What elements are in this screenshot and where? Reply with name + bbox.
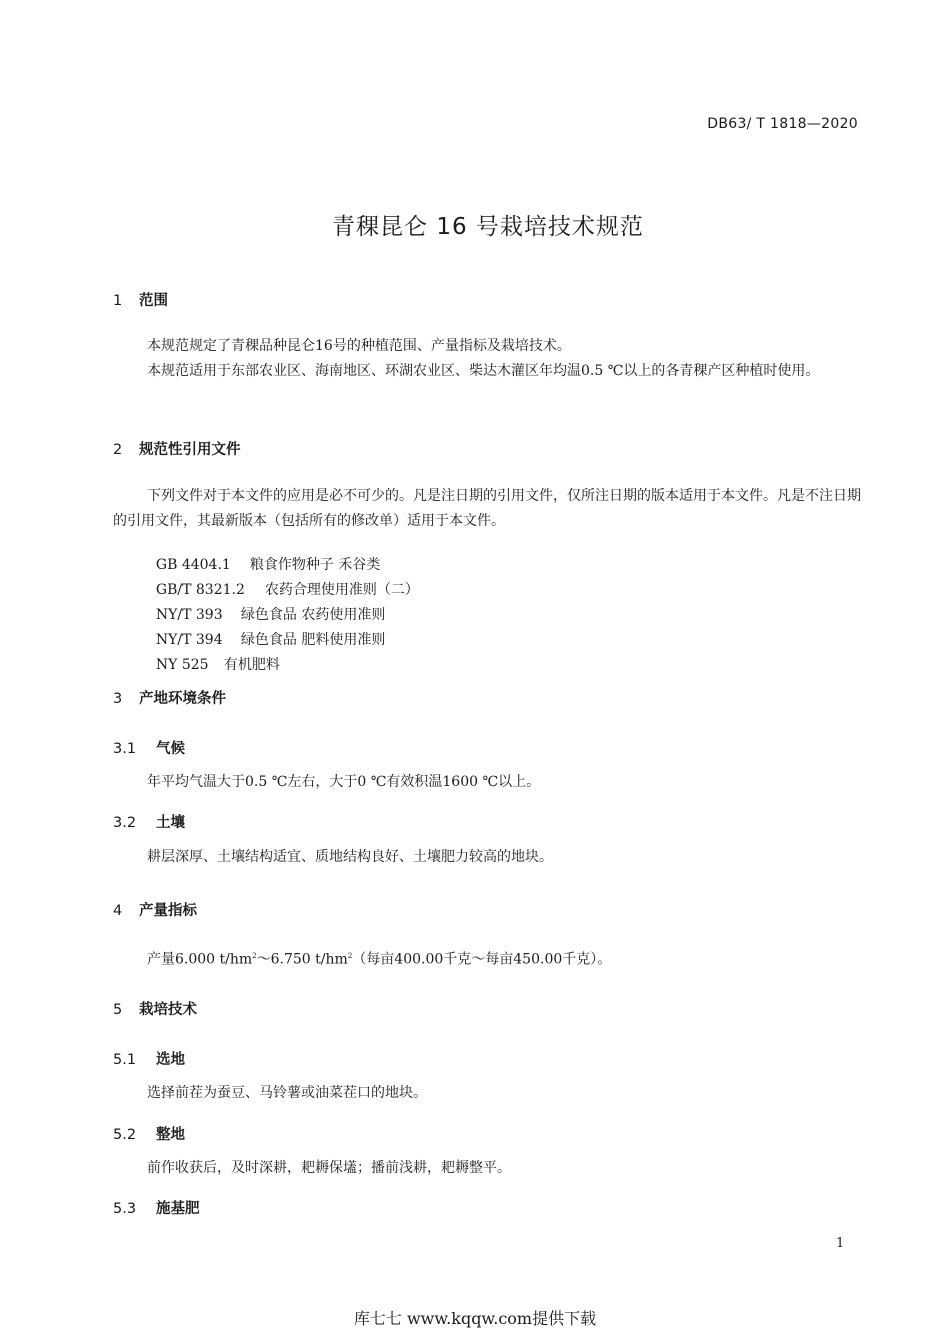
section-5-heading: [113, 998, 197, 1019]
reference-code: GB/T 8321.2: [155, 582, 245, 598]
section-4-paragraph: [113, 944, 861, 973]
section-5-2-heading: [113, 1123, 185, 1144]
reference-code: NY/T 394: [155, 632, 223, 648]
section-title: 栽培技术: [139, 1002, 197, 1018]
section-3-2-heading: [113, 811, 185, 832]
section-3-2-paragraph: 耕层深厚、土壤结构适宜、质地结构良好、土壤肥力较高的地块。: [147, 849, 553, 865]
section-5-2-paragraph: 前作收获后，及时深耕，耙耨保壒；播前浅耕，耙耨整平。: [147, 1160, 511, 1176]
section-title: 施基肥: [156, 1201, 200, 1217]
reference-name: 绿色食品 农药使用准则: [240, 607, 386, 623]
section-3-1-paragraph: 年平均气温大于0.5 ℃左右，大于0 ℃有效积温1600 ℃以上。: [147, 774, 541, 790]
section-title: 规范性引用文件: [139, 442, 241, 458]
reference-code: GB 4404.1: [155, 557, 231, 573]
reference-name: 粮食作物种子 禾谷类: [249, 557, 381, 573]
section-title: 土壤: [156, 815, 185, 831]
section-title: 产地环境条件: [139, 691, 226, 707]
reference-name: 农药合理使用准则（二）: [264, 582, 419, 598]
section-4-heading: [113, 899, 197, 920]
reference-name: 有机肥料: [223, 657, 280, 673]
section-5-1-heading: [113, 1048, 185, 1069]
reference-code: NY 525: [155, 657, 209, 673]
section-1-heading: [113, 289, 168, 310]
footer-watermark: 库七七 www.kqqw.com提供下载: [353, 1309, 597, 1328]
document-code: DB63/ T 1818—2020: [707, 116, 858, 132]
section-number: 5: [113, 1002, 123, 1018]
section-number: 3.2: [113, 815, 137, 831]
section-1-paragraph-1: 本规范规定了青稞品种昆仑16号的种植范围、产量指标及栽培技术。: [147, 338, 571, 354]
section-number: 5.2: [113, 1127, 137, 1143]
yield-text-range: ～6.750 t/hm: [256, 951, 348, 968]
section-2-paragraph-1: 下列文件对于本文件的应用是必不可少的。凡是注日期的引用文件，仅所注日期的版本适用于本文件。凡是不注日期的引用文件，其最新版本（包括所有的修改单）适用于本文件。: [113, 488, 861, 529]
reference-item: [147, 638, 280, 674]
section-title: 气候: [156, 741, 185, 757]
section-title: 范围: [139, 293, 168, 309]
section-number: 3: [113, 691, 123, 707]
yield-text-start: 产量6.000 t/hm: [147, 951, 253, 968]
document-title: 青稞昆仑 16 号栽培技术规范: [332, 214, 644, 240]
section-5-3-heading: [113, 1197, 200, 1218]
section-3-heading: [113, 687, 226, 708]
yield-text-end: （每亩400.00千克～每亩450.00千克）。: [352, 951, 612, 968]
section-2-heading: [113, 438, 241, 459]
section-title: 整地: [156, 1127, 185, 1143]
reference-name: 绿色食品 肥料使用准则: [240, 632, 386, 648]
section-5-1-paragraph: 选择前茬为蚕豆、马铃薯或油菜茬口的地块。: [147, 1085, 427, 1101]
page-number: 1: [836, 1236, 845, 1251]
section-3-1-heading: [113, 737, 185, 758]
section-number: 5.3: [113, 1201, 137, 1217]
section-number: 2: [113, 442, 123, 458]
section-number: 1: [113, 293, 123, 309]
section-number: 4: [113, 903, 123, 919]
section-number: 3.1: [113, 741, 137, 757]
reference-code: NY/T 393: [155, 607, 223, 623]
section-number: 5.1: [113, 1052, 137, 1068]
section-title: 产量指标: [139, 903, 197, 919]
superscript: 2: [347, 952, 353, 960]
section-1-paragraph-2: 本规范适用于东部农业区、海南地区、环湖农业区、柴达木灌区年均温0.5 ℃以上的各青稞产区种植时使用。: [147, 363, 820, 379]
superscript: 2: [252, 952, 257, 960]
section-title: 选地: [156, 1052, 185, 1068]
